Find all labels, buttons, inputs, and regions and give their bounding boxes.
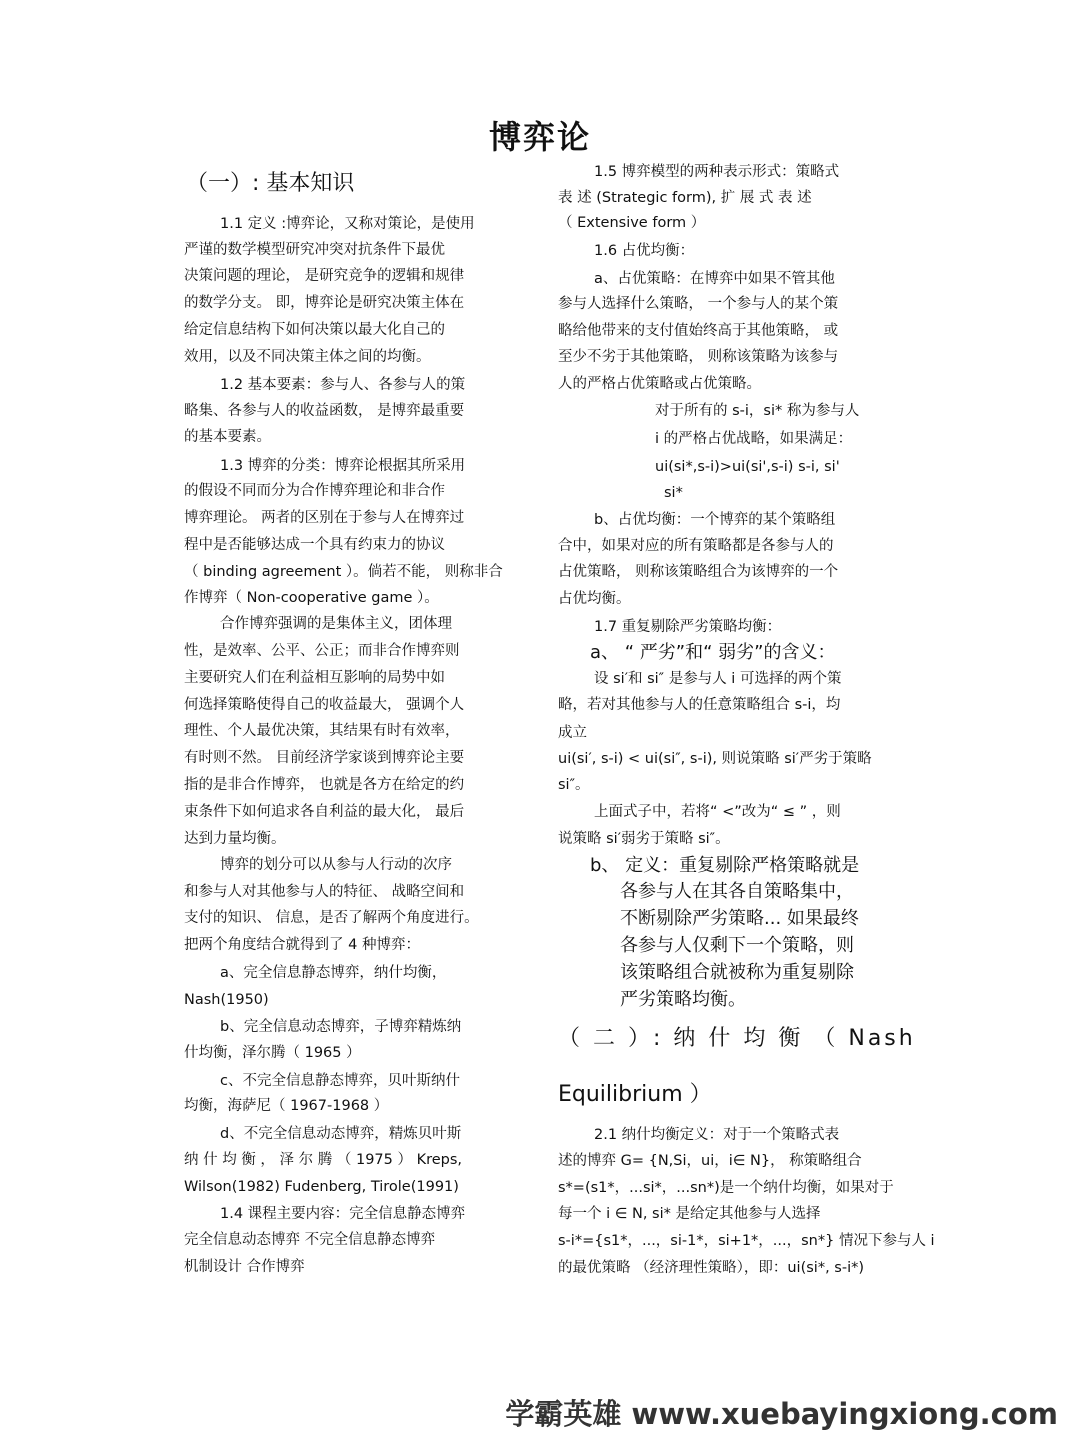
text-line: 作博弈（ Non-cooperative game ）。 (184, 590, 439, 606)
text-line: 束条件下如何追求各自利益的最大化， 最后 (184, 804, 465, 820)
text-line: 略给他带来的支付值始终高于其他策略， 或 (558, 323, 839, 339)
text-line: 设 si′和 si″ 是参与人 i 可选择的两个策 (594, 671, 842, 687)
text-line: b、占优均衡：一个博弈的某个策略组 (594, 512, 836, 528)
text-line: 机制设计 合作博弈 (184, 1259, 305, 1275)
text-line: ui(si*,s-i)>ui(si',s-i) s-i, si' (655, 459, 840, 475)
text-line: 达到力量均衡。 (184, 831, 286, 847)
text-line: 对于所有的 s-i，si* 称为参与人 (655, 403, 860, 419)
text-line: 1.3 博弈的分类：博弈论根据其所采用 (220, 458, 466, 474)
section-heading-nash: （ 二 ）: 纳 什 均 衡 （ Nash (558, 1026, 916, 1051)
text-line: 合作博弈强调的是集体主义，团体理 (220, 616, 452, 632)
text-line: Nash(1950) (184, 992, 269, 1008)
text-line: 和参与人对其他参与人的特征、 战略空间和 (184, 884, 465, 900)
text-line: 1.4 课程主要内容：完全信息静态博弈 (220, 1206, 466, 1222)
text-line: 略集、各参与人的收益函数， 是博弈最重要 (184, 403, 465, 419)
text-line: 严谨的数学模型研究冲突对抗条件下最优 (184, 242, 445, 258)
text-line: 每一个 i ∈ N, si* 是给定其他参与人选择 (558, 1206, 821, 1222)
text-line: 1.1 定义 :博弈论，又称对策论，是使用 (220, 216, 475, 232)
text-line: 理性、个人最优决策，其结果有时有效率， (184, 723, 460, 739)
text-line: 合中，如果对应的所有策略都是各参与人的 (558, 538, 834, 554)
text-line: i 的严格占优战略，如果满足： (655, 431, 853, 447)
text-line: Wilson(1982) Fudenberg, Tirole(1991) (184, 1179, 459, 1195)
text-line: c、不完全信息静态博弈，贝叶斯纳什 (220, 1073, 460, 1089)
text-line: 1.6 占优均衡： (594, 243, 695, 259)
text-line: 效用，以及不同决策主体之间的均衡。 (184, 349, 431, 365)
text-line: s-i*={s1*，...，si-1*，si+1*，...，sn*} 情况下参与人 i (558, 1233, 935, 1249)
text-line: 博弈理论。 两者的区别在于参与人在博弈过 (184, 510, 465, 526)
text-line: 的数学分支。 即，博弈论是研究决策主体在 (184, 295, 465, 311)
text-line: 性，是效率、公平、公正；而非合作博弈则 (184, 643, 460, 659)
text-line: 完全信息动态博弈 不完全信息静态博弈 (184, 1232, 436, 1248)
text-line: b、完全信息动态博弈，子博弈精炼纳 (220, 1019, 462, 1035)
text-line: （ binding agreement ）。倘若不能， 则称非合 (184, 564, 503, 580)
text-line: 各参与人仅剩下一个策略，则 (620, 935, 854, 956)
text-line: 程中是否能够达成一个具有约束力的协议 (184, 537, 445, 553)
text-line: 不断剔除严劣策略... 如果最终 (620, 908, 859, 929)
text-line: si* (664, 485, 683, 501)
text-line: 1.7 重复剔除严劣策略均衡： (594, 619, 782, 635)
text-line: 的基本要素。 (184, 429, 271, 445)
text-line: （ Extensive form ） (558, 215, 706, 231)
text-line: 支付的知识、 信息，是否了解两个角度进行。 (184, 910, 479, 926)
section-heading-nash-cont: Equilibrium ） (558, 1082, 712, 1107)
text-line: 把两个角度结合就得到了 4 种博弈： (184, 937, 420, 953)
text-line: 均衡，海萨尼（ 1967-1968 ） (184, 1098, 389, 1114)
section-heading-basics: （一）: 基本知识 (186, 171, 355, 196)
text-line: 各参与人在其各自策略集中， (620, 881, 854, 902)
text-line: a、占优策略：在博弈中如果不管其他 (594, 271, 835, 287)
text-line: 略，若对其他参与人的任意策略组合 s-i，均 (558, 697, 841, 713)
page-title: 博弈论 (488, 118, 591, 156)
text-line: si″。 (558, 777, 590, 793)
text-line: 至少不劣于其他策略， 则称该策略为该参与 (558, 349, 839, 365)
text-line: a、完全信息静态博弈，纳什均衡， (220, 965, 447, 981)
watermark-footer: 学霸英雄 www.xuebayingxiong.com (505, 1397, 1058, 1431)
text-line: b、 定义：重复剔除严格策略就是 (590, 855, 860, 876)
text-line: 有时则不然。 目前经济学家谈到博弈论主要 (184, 750, 465, 766)
text-line: a、 “ 严劣”和“ 弱劣”的含义： (590, 642, 836, 663)
text-line: 纳 什 均 衡 ， 泽 尔 腾 （ 1975 ） Kreps, (184, 1152, 463, 1168)
text-line: 占优策略， 则称该策略组合为该博弈的一个 (558, 564, 839, 580)
text-line: 述的博弈 G= {N,Si，ui，i∈ N}， 称策略组合 (558, 1153, 862, 1169)
text-line: 表 述 (Strategic form), 扩 展 式 表 述 (558, 190, 812, 206)
text-line: 指的是非合作博弈， 也就是各方在给定的约 (184, 777, 465, 793)
text-line: 说策略 si′弱劣于策略 si″。 (558, 831, 730, 847)
text-line: 成立 (558, 725, 587, 741)
text-line: 什均衡，泽尔腾（ 1965 ） (184, 1045, 361, 1061)
text-line: 的最优策略 （经济理性策略），即：ui(si*, s-i*) (558, 1260, 865, 1276)
text-line: 参与人选择什么策略， 一个参与人的某个策 (558, 296, 839, 312)
text-line: ui(si′, s-i) < ui(si″, s-i), 则说策略 si′严劣于策略 (558, 751, 872, 767)
text-line: 主要研究人们在利益相互影响的局势中如 (184, 670, 445, 686)
text-line: 该策略组合就被称为重复剔除 (620, 962, 854, 983)
text-line: 1.5 博弈模型的两种表示形式：策略式 (594, 164, 840, 180)
text-line: 严劣策略均衡。 (620, 989, 746, 1010)
text-line: 占优均衡。 (558, 591, 631, 607)
text-line: 何选择策略使得自己的收益最大， 强调个人 (184, 697, 465, 713)
text-line: 人的严格占优策略或占优策略。 (558, 376, 761, 392)
text-line: 博弈的划分可以从参与人行动的次序 (220, 857, 452, 873)
text-line: 决策问题的理论， 是研究竞争的逻辑和规律 (184, 268, 465, 284)
text-line: 2.1 纳什均衡定义：对于一个策略式表 (594, 1127, 840, 1143)
text-line: 上面式子中，若将“ <”改为“ ≤ ” ，则 (594, 804, 841, 820)
text-line: d、不完全信息动态博弈，精炼贝叶斯 (220, 1126, 462, 1142)
text-line: 给定信息结构下如何决策以最大化自己的 (184, 322, 445, 338)
text-line: s*=(s1*，...si*，...sn*)是一个纳什均衡，如果对于 (558, 1180, 894, 1196)
text-line: 1.2 基本要素：参与人、各参与人的策 (220, 377, 466, 393)
text-line: 的假设不同而分为合作博弈理论和非合作 (184, 483, 445, 499)
